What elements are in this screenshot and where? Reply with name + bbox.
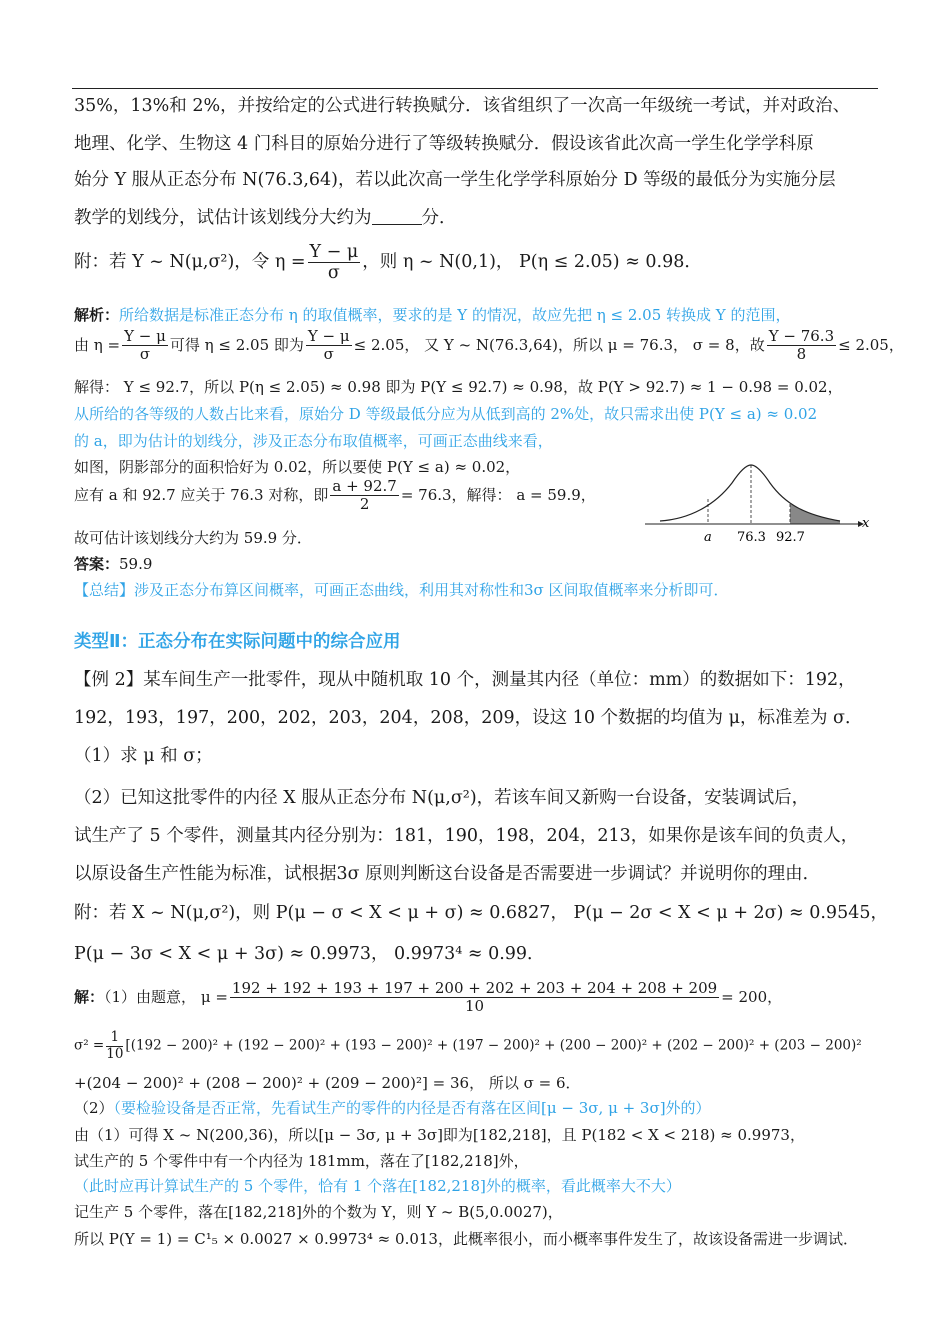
fraction-eta <box>122 328 168 364</box>
appendix-text-2: ，则 η ~ N(0,1)， P(η ≤ 2.05) ≈ 0.98． <box>362 252 702 273</box>
fraction-denominator: 10 <box>465 997 485 1016</box>
analysis1-hint3: 的 a，即为估计的划线分，涉及正态分布取值概率，可画正态曲线来看， <box>74 432 553 450</box>
text-segment: ≤ 2.05， <box>838 335 904 354</box>
solution2-line5: 由（1）可得 X ~ N(200,36)，所以[μ − 3σ, μ + 3σ]即为[182,218]，且 P(182 < X < 218) ≈ 0.9973， <box>74 1126 805 1144</box>
analysis-hint: 所给数据是标准正态分布 η 的取值概率，要求的是 Y 的情况，故应先把 η ≤ 2.05 转换成 Y 的范围， <box>119 306 791 324</box>
example2-appendix1: 附：若 X ~ N(μ,σ²)，则 P(μ − σ < X < μ + σ) ≈ 0.6827， P(μ − 2σ < X < μ + 2σ) ≈ 0.9545， <box>74 903 888 923</box>
solution-hint: （要检验设备是否正常，先看试生产的零件的内径是否有落在区间[μ − 3σ, μ + 3σ]外的） <box>113 1099 711 1117</box>
analysis1-line6: 故可估计该划线分大约为 59.9 分． <box>74 529 312 547</box>
problem1-line3: 始分 Y 服从正态分布 N(76.3,64)，若以此次高一学生化学学科原始分 D 等级的最低分为实施分层 <box>74 170 836 190</box>
fraction-denominator: σ <box>323 345 334 364</box>
analysis-label: 解析： <box>74 306 120 324</box>
problem1-line4 <box>74 204 457 229</box>
problem1-line4-text: 教学的划线分，试估计该划线分大约为 <box>74 208 372 228</box>
analysis1-line5 <box>74 478 596 514</box>
problem1-line2: 地理、化学、生物这 4 门科目的原始分进行了等级转换赋分．假设该省此次高一学生化学学科原 <box>74 134 814 154</box>
summary: 【总结】涉及正态分布算区间概率，可画正态曲线，利用其对称性和3σ 区间取值概率来分析即可． <box>74 581 729 599</box>
header-rule <box>72 88 878 89</box>
solution2-line8: 记生产 5 个零件，落在[182,218]外的个数为 Y，则 Y ~ B(5,0.0027)， <box>74 1203 563 1221</box>
analysis1-line4: 如图，阴影部分的面积恰好为 0.02，所以要使 P(Y ≤ a) ≈ 0.02， <box>74 458 521 476</box>
fraction-numerator: a + 92.7 <box>332 477 397 495</box>
text-segment: 应有 a 和 92.7 应关于 76.3 对称，即 <box>74 485 329 504</box>
fraction-standardize <box>767 328 836 364</box>
solution2-line3: +(204 − 200)² + (208 − 200)² + (209 − 200)²] = 36， 所以 σ = 6． <box>74 1074 581 1092</box>
problem1-line4-end: 分． <box>421 208 457 228</box>
section-title: 类型Ⅱ：正态分布在实际问题中的综合应用 <box>74 632 401 652</box>
text-segment: ≤ 2.05， 又 Y ~ N(76.3,64)，所以 μ = 76.3， σ = 8，故 <box>353 335 765 354</box>
problem1-line1: 35%，13%和 2%，并按给定的公式进行转换赋分．该省组织了一次高一年级统一考试，并对政治、 <box>74 96 851 116</box>
fraction-numerator: Y − 76.3 <box>768 327 835 345</box>
example2-q2-line2: 试生产了 5 个零件，测量其内径分别为：181，190，198，204，213，如果你是该车间的负责人， <box>74 826 859 846</box>
text-segment: σ² = <box>74 1037 105 1054</box>
fraction-denominator: 2 <box>359 495 370 514</box>
normal-curve <box>660 465 840 521</box>
fraction-one-tenth <box>106 1030 123 1062</box>
answer-label: 答案： <box>74 555 120 573</box>
appendix-text: 附：若 Y ~ N(μ,σ²)，令 η = <box>74 252 306 273</box>
solution2-hint2: （此时应再计算试生产的 5 个零件，恰有 1 个落在[182,218]外的概率，看此概率大不大） <box>74 1177 681 1195</box>
fraction-symmetry <box>330 478 398 514</box>
fraction-eta-2 <box>306 328 352 364</box>
example2-q2-line3: 以原设备生产性能为标准，试根据3σ 原则判断这台设备是否需要进一步调试？并说明你的理由． <box>74 864 821 884</box>
answer-blank <box>372 208 422 225</box>
answer-line <box>74 553 152 574</box>
text-segment: = 76.3，解得： a = 59.9， <box>400 485 596 504</box>
fraction-numerator: 1 <box>106 1030 123 1047</box>
fraction-denominator: σ <box>139 345 151 364</box>
problem1-appendix <box>74 242 702 283</box>
appendix-fraction <box>308 242 361 283</box>
solution2-line6: 试生产的 5 个零件中有一个内径为 181mm，落在了[182,218]外， <box>74 1152 529 1170</box>
analysis1-line3: 解得： Y ≤ 92.7，所以 P(η ≤ 2.05) ≈ 0.98 即为 P(Y ≤ 92.7) ≈ 0.98，故 P(Y > 92.7) ≈ 1 − 0.98 = 0.02， <box>74 378 843 396</box>
text-segment: （2） <box>74 1099 114 1117</box>
text-segment: = 200， <box>721 987 783 1006</box>
analysis1-hint1 <box>74 304 790 325</box>
text-segment: （1）由题意， μ = <box>104 987 228 1006</box>
fraction-denominator: 8 <box>796 345 807 364</box>
axis-label-x: x <box>862 516 870 531</box>
answer-value: 59.9 <box>119 555 153 573</box>
tick-label-mean: 76.3 <box>737 530 766 545</box>
example2-line2: 192，193，197，200，202，203，204，208，209，设这 10 个数据的均值为 μ，标准差为 σ． <box>74 708 863 728</box>
example2-line1: 【例 2】某车间生产一批零件，现从中随机取 10 个，测量其内径（单位：mm）的数据如下：192， <box>74 670 856 690</box>
tick-label-a: a <box>704 530 712 545</box>
example2-appendix2: P(μ − 3σ < X < μ + 3σ) ≈ 0.9973， 0.9973⁴ ≈ 0.99． <box>74 944 545 964</box>
normal-curve-figure <box>640 455 880 550</box>
fraction-numerator: 192 + 192 + 193 + 197 + 200 + 202 + 203 + 204 + 208 + 209 <box>231 979 718 997</box>
fraction-numerator: Y − μ <box>309 242 359 262</box>
fraction-numerator: Y − μ <box>307 327 350 345</box>
example2-q2-line1: （2）已知这批零件的内径 X 服从正态分布 N(μ,σ²)，若该车间又新购一台设备，安装调试后， <box>74 788 810 808</box>
example2-q1: （1）求 μ 和 σ； <box>74 746 213 766</box>
text-segment: 由 η = <box>74 335 121 354</box>
analysis1-hint2: 从所给的各等级的人数占比来看，原始分 D 等级最低分应为从低到高的 2%处，故只需求出使 P(Y ≤ a) ≈ 0.02 <box>74 405 818 423</box>
analysis1-line2 <box>74 328 904 364</box>
fraction-denominator: σ <box>327 263 340 284</box>
text-segment: [(192 − 200)² + (192 − 200)² + (193 − 200)² + (197 − 200)² + (200 − 200)² + (202 − 200)² + (203 − 200)² <box>125 1037 862 1054</box>
solution2-line9: 所以 P(Y = 1) = C¹₅ × 0.0027 × 0.9973⁴ ≈ 0.013，此概率很小，而小概率事件发生了，故该设备需进一步调试． <box>74 1230 858 1248</box>
solution-label: 解： <box>74 987 105 1006</box>
tick-label-b: 92.7 <box>776 530 805 545</box>
text-segment: 可得 η ≤ 2.05 即为 <box>169 335 304 354</box>
solution2-line4 <box>74 1097 711 1118</box>
solution2-line1 <box>74 980 782 1016</box>
solution2-line2 <box>74 1030 862 1062</box>
fraction-denominator: 10 <box>106 1045 124 1062</box>
fraction-numerator: Y − μ <box>124 327 166 345</box>
fraction-mean <box>230 980 719 1016</box>
